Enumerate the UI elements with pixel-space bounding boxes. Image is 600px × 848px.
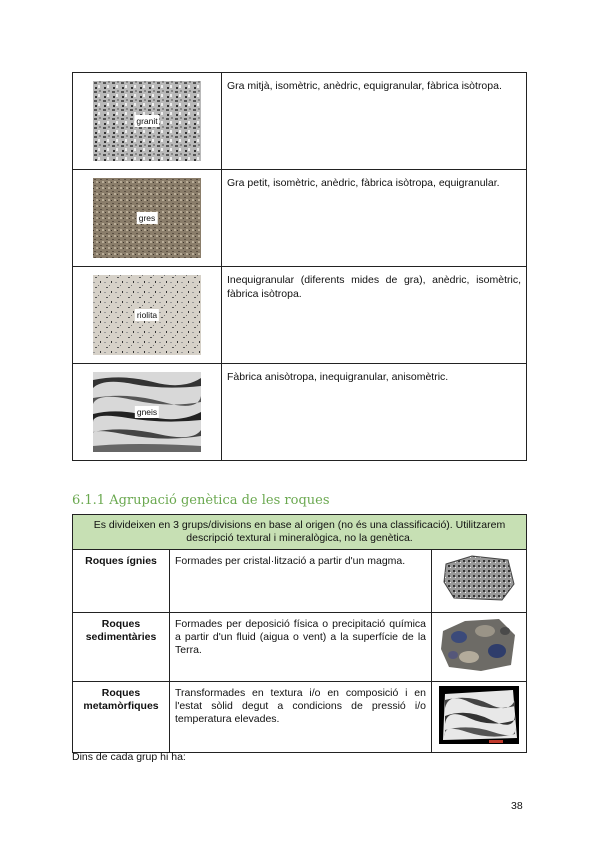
rock-texture-table bbox=[72, 72, 527, 461]
igneous-rock-photo-icon bbox=[432, 550, 527, 613]
section-heading: 6.1.1 Agrupació genètica de les roques bbox=[72, 493, 330, 508]
rock-description: Gra petit, isomètric, anèdric, fàbrica isòtropa, equigranular. bbox=[222, 170, 527, 267]
rock-image-cell bbox=[73, 73, 222, 170]
body-text: Dins de cada grup hi ha: bbox=[72, 751, 186, 763]
groups-intro: Es divideixen en 3 grups/divisions en base al origen (no és una classificació). Utilitzarem descripció textural i mineralògica, no la genètica. bbox=[73, 515, 527, 550]
table-row bbox=[73, 682, 527, 753]
rock-description: Gra mitjà, isomètric, anèdric, equigranular, fàbrica isòtropa. bbox=[222, 73, 527, 170]
metamorphic-rock-photo-icon bbox=[432, 682, 527, 753]
sedimentary-rock-photo-icon bbox=[432, 613, 527, 682]
table-row bbox=[73, 550, 527, 613]
rock-label: granit bbox=[136, 116, 158, 126]
group-name: Roques ígnies bbox=[73, 550, 170, 613]
group-name: Roques sedimentàries bbox=[73, 613, 170, 682]
rock-groups-table bbox=[72, 514, 527, 753]
rock-image-cell bbox=[73, 364, 222, 461]
rock-image-cell bbox=[73, 267, 222, 364]
table-row bbox=[73, 364, 527, 461]
rock-label: riolita bbox=[136, 310, 158, 320]
table-row bbox=[73, 515, 527, 550]
group-description: Formades per cristal·lització a partir d'un magma. bbox=[170, 550, 432, 613]
rock-description: Inequigranular (diferents mides de gra), anèdric, isomètric, fàbrica isòtropa. bbox=[222, 267, 527, 364]
group-description: Transformades en textura i/o en composició i en l'estat sòlid degut a condicions de pressió i/o temperatura elevades. bbox=[170, 682, 432, 753]
page-number: 38 bbox=[511, 800, 523, 812]
rock-description: Fàbrica anisòtropa, inequigranular, anisomètric. bbox=[222, 364, 527, 461]
table-row bbox=[73, 170, 527, 267]
table-row bbox=[73, 73, 527, 170]
rock-label: gneis bbox=[136, 407, 158, 417]
sandstone-rock-icon bbox=[93, 178, 201, 258]
table-row bbox=[73, 267, 527, 364]
rhyolite-rock-icon bbox=[93, 275, 201, 355]
rock-image-cell bbox=[73, 170, 222, 267]
group-name: Roques metamòrfiques bbox=[73, 682, 170, 753]
rock-label: gres bbox=[138, 213, 156, 223]
gneiss-rock-icon bbox=[93, 372, 201, 452]
group-description: Formades per deposició física o precipitació química a partir d'un fluid (aigua o vent) a la superfície de la Terra. bbox=[170, 613, 432, 682]
table-row bbox=[73, 613, 527, 682]
granite-rock-icon bbox=[93, 81, 201, 161]
